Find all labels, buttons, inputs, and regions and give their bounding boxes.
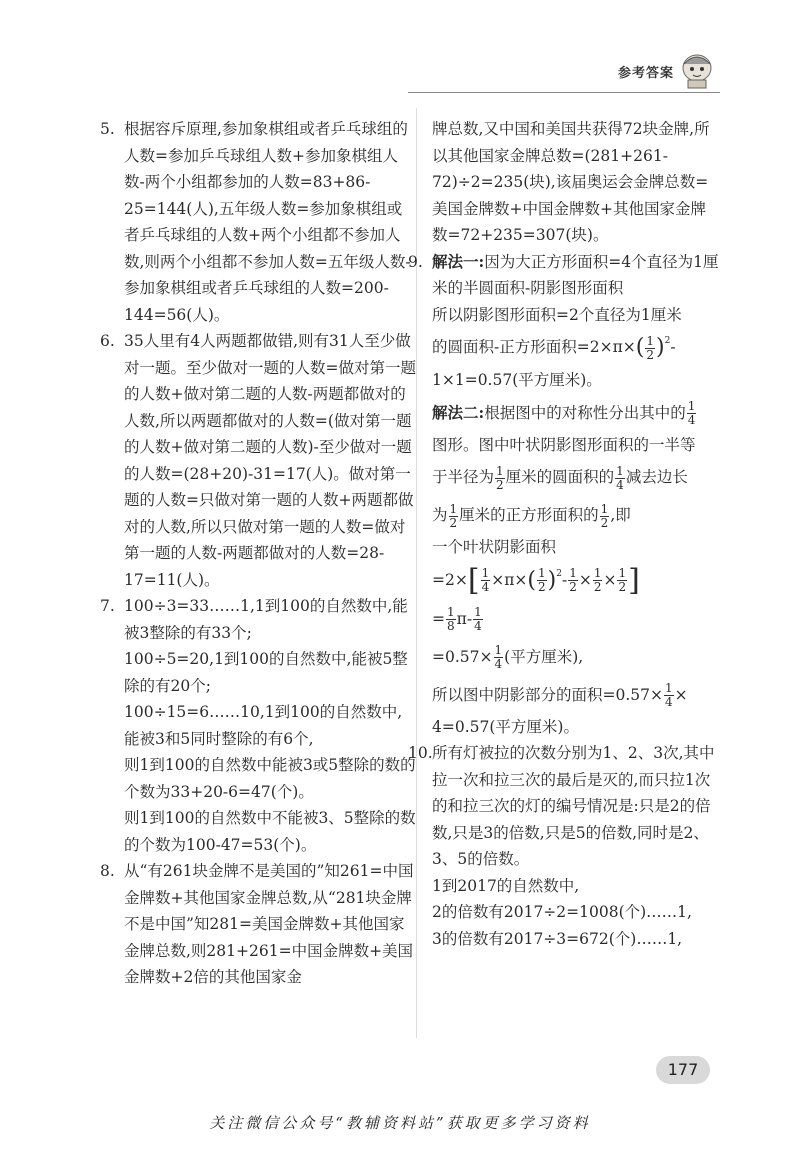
answer-number: 8. <box>100 862 115 880</box>
header-title: 参考答案 <box>618 66 675 81</box>
method-1-label: 解法一: <box>432 251 485 271</box>
equation-1: =2×[ $\frac{1}{4}$ ×π×( $\frac{1}{2}$ )$^2$- $\frac{1}{2}$ × $\frac{1}{2}$ × $\frac{1}{2}$ ] <box>432 562 640 598</box>
answer-10 <box>408 740 720 952</box>
answer-line: 所有灯被拉的次数分别为1、2、3次,其中拉一次和拉三次的最后是灭的,而只拉1次的和拉三次的灯的编号情况是:只是2的倍数,只是3的倍数,只是5的倍数,同时是2、3、5的倍数。 <box>432 744 715 868</box>
fraction: $\frac{1}{2}$ <box>646 333 654 362</box>
answer-5 <box>100 116 416 328</box>
answer-line: 一个叶状阴影面积 <box>432 538 557 556</box>
fraction: $\frac{1}{4}$ <box>616 463 624 492</box>
fraction: $\frac{1}{4}$ <box>687 399 696 427</box>
answer-line: 根据图中的对称性分出其中的 <box>484 403 686 422</box>
fraction: $\frac{1}{2}$ <box>600 501 609 530</box>
method-2-label: 解法二: <box>432 402 485 422</box>
fraction: $\frac{1}{2}$ <box>449 501 458 530</box>
answer-text: 35人里有4人两题都做错,则有31人至少做对一题。至少做对一题的人数=做对第一题的人数+做对第二题的人数-两题都做对的人数,所以两题都做对的人数=(做对第一题的人数+做对第二题的人数)-至少做对一题的人数=(28+20)-31=17(人)。做对第一题的人数=只做对第一题的人数+两题都做对的人数,所以只做对第一题的人数=做对第一题的人数-两题都做对的人数=28-17=11(人)。 <box>124 332 416 589</box>
answer-line: 为 <box>432 506 448 524</box>
mascot-icon <box>676 50 718 94</box>
answer-number: 6. <box>100 332 115 350</box>
page-number: 177 <box>656 1056 710 1084</box>
answer-7 <box>100 593 416 858</box>
left-column <box>100 116 416 991</box>
answer-text: 根据容斥原理,参加象棋组或者乒乓球组的人数=参加乒乓球组人数+参加象棋组人数-两个小组都参加的人数=83+86-25=144(人),五年级人数=参加象棋组或者乒乓球组的人数+两个小组都不参加人数,则两个小组都不参加人数=五年级人数-参加象棋组或者乒乓球组的人数=200-144=56(人)。 <box>124 120 411 324</box>
answer-8 <box>100 858 416 991</box>
answer-number: 7. <box>100 597 115 615</box>
equation-2: = $\frac{1}{8}$ π- $\frac{1}{4}$ <box>432 605 482 633</box>
equation-3: =0.57× $\frac{1}{4}$ (平方厘米), <box>432 643 584 671</box>
answer-line: 3的倍数有2017÷3=672(个)……1, <box>432 929 683 948</box>
conclusion: 所以图中阴影部分的面积=0.57× $\frac{1}{4}$ × <box>432 681 688 709</box>
answer-line: 100÷5=20,1到100的自然数中,能被5整除的有20个; <box>124 650 408 695</box>
answer-line: 所以阴影图形面积=2个直径为1厘米 <box>432 305 682 324</box>
answer-line: 则1到100的自然数中能被3或5整除的数的个数为33+20-6=47(个)。 <box>124 756 416 801</box>
fraction: $\frac{1}{2}$ <box>496 463 504 492</box>
answer-line: 100÷3=33……1,1到100的自然数中,能被3整除的有33个; <box>124 597 408 642</box>
answer-line: 的圆面积-正方形面积=2×π× <box>432 338 636 356</box>
answer-8-continued <box>408 116 720 249</box>
answer-line: 则1到100的自然数中不能被3、5整除的数的个数为100-47=53(个)。 <box>124 809 416 854</box>
answer-line: 1到2017的自然数中, <box>432 876 580 895</box>
answer-9: 9. 解法一:因为大正方形面积=4个直径为1厘米的半圆面积-阴影图形面积 所以阴影图形面积=2个直径为1厘米 的圆面积-正方形面积=2×π×( $\frac{1}{2}$ )$^2$- 1×1=0.57(平方厘米)。 解法二:根据图中的对称性分出其中的 $\frac{1}{4}$ 图形。图中叶状阴影图形面积的一半等 于半径为 $\frac{1}{2}$ 厘米的圆面积的 $\frac{1}{4}$ 减去边长 为 $\frac{1}{2}$ 厘米的正方形面积的 $\frac{1}{2}$ ,即 一个叶状阴影面积 =2×[ $\frac{1}{4}$ ×π×( $\frac{1}{2}$ )$^2$- $\frac{1}{2}$ × $\frac{1}{2}$ × $\frac{1}{2}$ ] = $\frac{1}{8}$ π- $\frac{1}{4}$ =0.57× $\frac{1}{4}$ (平方厘米), 所以图中阴影部分的面积=0.57× $\frac{1}{4}$ × 4=0.57(平方厘米)。 <box>408 249 720 741</box>
header-rule <box>408 92 720 93</box>
footer-text: 关注微信公众号“教辅资料站”获取更多学习资料 <box>209 1114 591 1132</box>
answer-text: 从“有261块金牌不是美国的”知261=中国金牌数+其他国家金牌总数,从“281块金牌不是中国”知281=美国金牌数+其他国家金牌总数,则281+261=中国金牌数+美国金牌数+2倍的其他国家金 <box>124 862 414 986</box>
answer-line: 图形。图中叶状阴影图形面积的一半等 <box>432 435 696 454</box>
answer-text: 牌总数,又中国和美国共获得72块金牌,所以其他国家金牌总数=(281+261-72)÷2=235(块),该届奥运会金牌总数=美国金牌数+中国金牌数+其他国家金牌数=72+235=307(块)。 <box>432 120 710 244</box>
answer-number: 9. <box>408 252 423 271</box>
answer-line: 1×1=0.57(平方厘米)。 <box>432 371 602 389</box>
answer-number: 5. <box>100 120 115 138</box>
answer-line: 于半径为 <box>432 468 495 486</box>
method-1-text: 因为大正方形面积=4个直径为1厘米的半圆面积-阴影图形面积 <box>432 252 719 297</box>
answer-line: 4=0.57(平方厘米)。 <box>432 717 579 736</box>
answer-line: 100÷15=6……10,1到100的自然数中,能被3和5同时整除的有6个, <box>124 703 403 748</box>
answer-6 <box>100 328 416 593</box>
answer-number: 10. <box>408 744 433 762</box>
right-column <box>408 116 720 952</box>
answer-line: 2的倍数有2017÷2=1008(个)……1, <box>432 903 692 921</box>
